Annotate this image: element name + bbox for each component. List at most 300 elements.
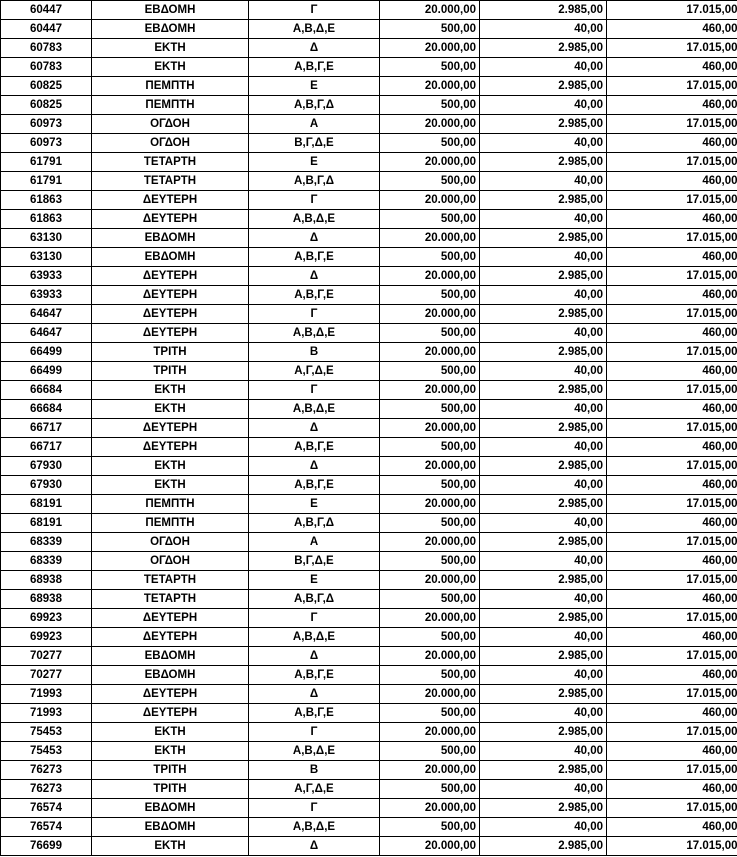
gross-amount-cell: 500,00 (380, 514, 480, 533)
tax-amount-cell: 2.985,00 (480, 761, 607, 780)
ticket-number-cell: 68191 (1, 514, 92, 533)
ticket-number-cell: 75453 (1, 723, 92, 742)
table-row (1, 780, 737, 799)
draw-cell: ΤΕΤΑΡΤΗ (92, 571, 249, 590)
net-amount-cell: 460,00 (607, 742, 737, 761)
draw-cell: ΕΚΤΗ (92, 39, 249, 58)
category-cell: Δ (249, 457, 380, 476)
gross-amount-cell: 500,00 (380, 780, 480, 799)
ticket-number-cell: 63933 (1, 267, 92, 286)
gross-amount-cell: 20.000,00 (380, 419, 480, 438)
category-cell: Γ (249, 723, 380, 742)
table-row (1, 267, 737, 286)
draw-cell: ΠΕΜΠΤΗ (92, 77, 249, 96)
category-cell: Β (249, 761, 380, 780)
draw-cell: ΕΒΔΟΜΗ (92, 229, 249, 248)
net-amount-cell: 460,00 (607, 286, 737, 305)
net-amount-cell: 17.015,00 (607, 685, 737, 704)
net-amount-cell: 460,00 (607, 514, 737, 533)
gross-amount-cell: 500,00 (380, 286, 480, 305)
table-row (1, 1, 737, 20)
ticket-number-cell: 76273 (1, 780, 92, 799)
draw-cell: ΤΡΙΤΗ (92, 343, 249, 362)
draw-cell: ΔΕΥΤΕΡΗ (92, 286, 249, 305)
draw-cell: ΔΕΥΤΕΡΗ (92, 628, 249, 647)
tax-amount-cell: 2.985,00 (480, 837, 607, 856)
ticket-number-cell: 60447 (1, 20, 92, 39)
tax-amount-cell: 40,00 (480, 818, 607, 837)
gross-amount-cell: 500,00 (380, 742, 480, 761)
draw-cell: ΕΒΔΟΜΗ (92, 818, 249, 837)
gross-amount-cell: 20.000,00 (380, 305, 480, 324)
tax-amount-cell: 40,00 (480, 172, 607, 191)
table-row (1, 818, 737, 837)
category-cell: Α,Β,Γ,Ε (249, 438, 380, 457)
category-cell: Γ (249, 609, 380, 628)
tax-amount-cell: 2.985,00 (480, 799, 607, 818)
tax-amount-cell: 2.985,00 (480, 153, 607, 172)
table-row (1, 552, 737, 571)
category-cell: Α,Β,Δ,Ε (249, 400, 380, 419)
table-row (1, 628, 737, 647)
gross-amount-cell: 500,00 (380, 628, 480, 647)
ticket-number-cell: 68191 (1, 495, 92, 514)
draw-cell: ΟΓΔΟΗ (92, 552, 249, 571)
net-amount-cell: 17.015,00 (607, 419, 737, 438)
gross-amount-cell: 500,00 (380, 134, 480, 153)
category-cell: Α,Β,Γ,Δ (249, 172, 380, 191)
gross-amount-cell: 20.000,00 (380, 533, 480, 552)
tax-amount-cell: 40,00 (480, 134, 607, 153)
tax-amount-cell: 2.985,00 (480, 39, 607, 58)
net-amount-cell: 460,00 (607, 248, 737, 267)
net-amount-cell: 17.015,00 (607, 267, 737, 286)
tax-amount-cell: 2.985,00 (480, 723, 607, 742)
category-cell: Ε (249, 153, 380, 172)
net-amount-cell: 460,00 (607, 818, 737, 837)
gross-amount-cell: 20.000,00 (380, 685, 480, 704)
ticket-number-cell: 70277 (1, 666, 92, 685)
category-cell: Γ (249, 305, 380, 324)
ticket-number-cell: 63130 (1, 229, 92, 248)
gross-amount-cell: 20.000,00 (380, 191, 480, 210)
category-cell: Α,Β,Γ,Δ (249, 590, 380, 609)
gross-amount-cell: 20.000,00 (380, 343, 480, 362)
tax-amount-cell: 40,00 (480, 704, 607, 723)
draw-cell: ΤΕΤΑΡΤΗ (92, 172, 249, 191)
tax-amount-cell: 2.985,00 (480, 343, 607, 362)
draw-cell: ΤΡΙΤΗ (92, 362, 249, 381)
ticket-number-cell: 66717 (1, 419, 92, 438)
table-row (1, 229, 737, 248)
tax-amount-cell: 2.985,00 (480, 381, 607, 400)
category-cell: Γ (249, 799, 380, 818)
tax-amount-cell: 2.985,00 (480, 685, 607, 704)
draw-cell: ΔΕΥΤΕΡΗ (92, 210, 249, 229)
category-cell: Α,Γ,Δ,Ε (249, 780, 380, 799)
tax-amount-cell: 40,00 (480, 780, 607, 799)
ticket-number-cell: 66499 (1, 362, 92, 381)
table-row (1, 20, 737, 39)
table-row (1, 514, 737, 533)
tax-amount-cell: 2.985,00 (480, 229, 607, 248)
table-row (1, 400, 737, 419)
category-cell: Α,Β,Γ,Ε (249, 248, 380, 267)
net-amount-cell: 17.015,00 (607, 115, 737, 134)
draw-cell: ΕΚΤΗ (92, 723, 249, 742)
tax-amount-cell: 2.985,00 (480, 609, 607, 628)
category-cell: Α,Γ,Δ,Ε (249, 362, 380, 381)
table-row (1, 609, 737, 628)
ticket-number-cell: 66717 (1, 438, 92, 457)
gross-amount-cell: 20.000,00 (380, 495, 480, 514)
net-amount-cell: 17.015,00 (607, 381, 737, 400)
table-row (1, 761, 737, 780)
tax-amount-cell: 40,00 (480, 248, 607, 267)
tax-amount-cell: 40,00 (480, 20, 607, 39)
net-amount-cell: 17.015,00 (607, 343, 737, 362)
gross-amount-cell: 500,00 (380, 476, 480, 495)
table-row (1, 305, 737, 324)
gross-amount-cell: 20.000,00 (380, 39, 480, 58)
category-cell: Α (249, 533, 380, 552)
net-amount-cell: 460,00 (607, 172, 737, 191)
net-amount-cell: 17.015,00 (607, 533, 737, 552)
net-amount-cell: 460,00 (607, 362, 737, 381)
draw-cell: ΟΓΔΟΗ (92, 115, 249, 134)
ticket-number-cell: 60447 (1, 1, 92, 20)
ticket-number-cell: 61863 (1, 210, 92, 229)
gross-amount-cell: 500,00 (380, 666, 480, 685)
tax-amount-cell: 40,00 (480, 210, 607, 229)
gross-amount-cell: 20.000,00 (380, 761, 480, 780)
table-row (1, 457, 737, 476)
category-cell: Α,Β,Γ,Ε (249, 58, 380, 77)
category-cell: Β,Γ,Δ,Ε (249, 134, 380, 153)
draw-cell: ΕΚΤΗ (92, 400, 249, 419)
gross-amount-cell: 20.000,00 (380, 267, 480, 286)
net-amount-cell: 460,00 (607, 476, 737, 495)
category-cell: Γ (249, 381, 380, 400)
draw-cell: ΤΡΙΤΗ (92, 761, 249, 780)
net-amount-cell: 17.015,00 (607, 1, 737, 20)
table-row (1, 742, 737, 761)
draw-cell: ΔΕΥΤΕΡΗ (92, 267, 249, 286)
table-row (1, 685, 737, 704)
tax-amount-cell: 40,00 (480, 438, 607, 457)
net-amount-cell: 17.015,00 (607, 647, 737, 666)
tax-amount-cell: 40,00 (480, 514, 607, 533)
net-amount-cell: 17.015,00 (607, 799, 737, 818)
table-row (1, 343, 737, 362)
category-cell: Α (249, 115, 380, 134)
gross-amount-cell: 20.000,00 (380, 609, 480, 628)
tax-amount-cell: 2.985,00 (480, 419, 607, 438)
category-cell: Α,Β,Δ,Ε (249, 818, 380, 837)
category-cell: Α,Β,Γ,Ε (249, 704, 380, 723)
ticket-number-cell: 64647 (1, 324, 92, 343)
ticket-number-cell: 68339 (1, 552, 92, 571)
ticket-number-cell: 63130 (1, 248, 92, 267)
table-row (1, 172, 737, 191)
ticket-number-cell: 60973 (1, 134, 92, 153)
net-amount-cell: 17.015,00 (607, 723, 737, 742)
table-row (1, 590, 737, 609)
draw-cell: ΠΕΜΠΤΗ (92, 96, 249, 115)
category-cell: Ε (249, 495, 380, 514)
category-cell: Δ (249, 267, 380, 286)
net-amount-cell: 17.015,00 (607, 837, 737, 856)
net-amount-cell: 460,00 (607, 400, 737, 419)
tax-amount-cell: 2.985,00 (480, 647, 607, 666)
category-cell: Α,Β,Γ,Δ (249, 514, 380, 533)
gross-amount-cell: 20.000,00 (380, 837, 480, 856)
table-row (1, 96, 737, 115)
table-row (1, 666, 737, 685)
net-amount-cell: 460,00 (607, 666, 737, 685)
table-row (1, 837, 737, 856)
ticket-number-cell: 60783 (1, 39, 92, 58)
category-cell: Δ (249, 647, 380, 666)
table-row (1, 153, 737, 172)
gross-amount-cell: 20.000,00 (380, 1, 480, 20)
table-row (1, 438, 737, 457)
tax-amount-cell: 40,00 (480, 476, 607, 495)
draw-cell: ΤΡΙΤΗ (92, 780, 249, 799)
ticket-number-cell: 76574 (1, 818, 92, 837)
table-body (1, 1, 737, 856)
draw-cell: ΠΕΜΠΤΗ (92, 495, 249, 514)
tax-amount-cell: 40,00 (480, 362, 607, 381)
tax-amount-cell: 2.985,00 (480, 115, 607, 134)
ticket-number-cell: 68938 (1, 590, 92, 609)
net-amount-cell: 460,00 (607, 628, 737, 647)
table-row (1, 533, 737, 552)
ticket-number-cell: 76574 (1, 799, 92, 818)
category-cell: Α,Β,Γ,Ε (249, 286, 380, 305)
ticket-number-cell: 71993 (1, 704, 92, 723)
table-row (1, 476, 737, 495)
draw-cell: ΔΕΥΤΕΡΗ (92, 191, 249, 210)
net-amount-cell: 460,00 (607, 96, 737, 115)
gross-amount-cell: 500,00 (380, 362, 480, 381)
tax-amount-cell: 2.985,00 (480, 77, 607, 96)
ticket-number-cell: 64647 (1, 305, 92, 324)
tax-amount-cell: 2.985,00 (480, 191, 607, 210)
draw-cell: ΠΕΜΠΤΗ (92, 514, 249, 533)
draw-cell: ΕΚΤΗ (92, 742, 249, 761)
draw-cell: ΕΚΤΗ (92, 837, 249, 856)
draw-cell: ΔΕΥΤΕΡΗ (92, 609, 249, 628)
table-row (1, 58, 737, 77)
gross-amount-cell: 20.000,00 (380, 77, 480, 96)
draw-cell: ΕΒΔΟΜΗ (92, 647, 249, 666)
draw-cell: ΕΚΤΗ (92, 457, 249, 476)
net-amount-cell: 460,00 (607, 134, 737, 153)
net-amount-cell: 17.015,00 (607, 761, 737, 780)
net-amount-cell: 17.015,00 (607, 191, 737, 210)
net-amount-cell: 17.015,00 (607, 457, 737, 476)
table-row (1, 134, 737, 153)
ticket-number-cell: 66684 (1, 400, 92, 419)
draw-cell: ΕΒΔΟΜΗ (92, 666, 249, 685)
draw-cell: ΔΕΥΤΕΡΗ (92, 704, 249, 723)
ticket-number-cell: 76273 (1, 761, 92, 780)
net-amount-cell: 460,00 (607, 438, 737, 457)
draw-cell: ΔΕΥΤΕΡΗ (92, 305, 249, 324)
draw-cell: ΟΓΔΟΗ (92, 533, 249, 552)
category-cell: Β (249, 343, 380, 362)
draw-cell: ΔΕΥΤΕΡΗ (92, 438, 249, 457)
net-amount-cell: 460,00 (607, 58, 737, 77)
table-row (1, 647, 737, 666)
category-cell: Α,Β,Γ,Ε (249, 476, 380, 495)
draw-cell: ΟΓΔΟΗ (92, 134, 249, 153)
draw-cell: ΕΒΔΟΜΗ (92, 799, 249, 818)
category-cell: Ε (249, 77, 380, 96)
table-row (1, 39, 737, 58)
category-cell: Β,Γ,Δ,Ε (249, 552, 380, 571)
category-cell: Γ (249, 191, 380, 210)
net-amount-cell: 17.015,00 (607, 229, 737, 248)
ticket-number-cell: 67930 (1, 457, 92, 476)
category-cell: Α,Β,Δ,Ε (249, 628, 380, 647)
draw-cell: ΔΕΥΤΕΡΗ (92, 324, 249, 343)
gross-amount-cell: 20.000,00 (380, 115, 480, 134)
ticket-number-cell: 60825 (1, 77, 92, 96)
gross-amount-cell: 500,00 (380, 400, 480, 419)
category-cell: Α,Β,Γ,Δ (249, 96, 380, 115)
net-amount-cell: 460,00 (607, 780, 737, 799)
gross-amount-cell: 500,00 (380, 590, 480, 609)
net-amount-cell: 17.015,00 (607, 39, 737, 58)
ticket-number-cell: 71993 (1, 685, 92, 704)
tax-amount-cell: 40,00 (480, 590, 607, 609)
gross-amount-cell: 500,00 (380, 818, 480, 837)
ticket-number-cell: 70277 (1, 647, 92, 666)
draw-cell: ΕΚΤΗ (92, 381, 249, 400)
draw-cell: ΕΚΤΗ (92, 58, 249, 77)
gross-amount-cell: 500,00 (380, 96, 480, 115)
net-amount-cell: 17.015,00 (607, 305, 737, 324)
net-amount-cell: 460,00 (607, 590, 737, 609)
tax-amount-cell: 40,00 (480, 96, 607, 115)
ticket-number-cell: 76699 (1, 837, 92, 856)
tax-amount-cell: 40,00 (480, 324, 607, 343)
table-row (1, 381, 737, 400)
tax-amount-cell: 40,00 (480, 628, 607, 647)
tax-amount-cell: 40,00 (480, 666, 607, 685)
table-row (1, 324, 737, 343)
draw-cell: ΤΕΤΑΡΤΗ (92, 590, 249, 609)
gross-amount-cell: 500,00 (380, 58, 480, 77)
gross-amount-cell: 20.000,00 (380, 457, 480, 476)
gross-amount-cell: 500,00 (380, 210, 480, 229)
table-row (1, 419, 737, 438)
gross-amount-cell: 500,00 (380, 248, 480, 267)
gross-amount-cell: 20.000,00 (380, 571, 480, 590)
net-amount-cell: 17.015,00 (607, 609, 737, 628)
table-row (1, 362, 737, 381)
net-amount-cell: 460,00 (607, 20, 737, 39)
table-row (1, 210, 737, 229)
ticket-number-cell: 63933 (1, 286, 92, 305)
ticket-number-cell: 60783 (1, 58, 92, 77)
category-cell: Δ (249, 229, 380, 248)
ticket-number-cell: 66684 (1, 381, 92, 400)
ticket-number-cell: 60825 (1, 96, 92, 115)
gross-amount-cell: 20.000,00 (380, 647, 480, 666)
tax-amount-cell: 40,00 (480, 400, 607, 419)
tax-amount-cell: 2.985,00 (480, 495, 607, 514)
net-amount-cell: 17.015,00 (607, 153, 737, 172)
net-amount-cell: 17.015,00 (607, 495, 737, 514)
table-row (1, 704, 737, 723)
category-cell: Α,Β,Δ,Ε (249, 20, 380, 39)
table-row (1, 115, 737, 134)
category-cell: Α,Β,Δ,Ε (249, 324, 380, 343)
draw-cell: ΕΒΔΟΜΗ (92, 1, 249, 20)
tax-amount-cell: 40,00 (480, 58, 607, 77)
table-row (1, 799, 737, 818)
category-cell: Α,Β,Δ,Ε (249, 210, 380, 229)
tax-amount-cell: 2.985,00 (480, 1, 607, 20)
ticket-number-cell: 61791 (1, 153, 92, 172)
net-amount-cell: 460,00 (607, 552, 737, 571)
gross-amount-cell: 500,00 (380, 172, 480, 191)
ticket-number-cell: 67930 (1, 476, 92, 495)
draw-cell: ΤΕΤΑΡΤΗ (92, 153, 249, 172)
tax-amount-cell: 40,00 (480, 742, 607, 761)
gross-amount-cell: 20.000,00 (380, 799, 480, 818)
table-row (1, 571, 737, 590)
draw-cell: ΕΒΔΟΜΗ (92, 20, 249, 39)
draw-cell: ΔΕΥΤΕΡΗ (92, 685, 249, 704)
table-row (1, 286, 737, 305)
ticket-number-cell: 60973 (1, 115, 92, 134)
tax-amount-cell: 2.985,00 (480, 571, 607, 590)
category-cell: Δ (249, 419, 380, 438)
category-cell: Δ (249, 685, 380, 704)
gross-amount-cell: 20.000,00 (380, 153, 480, 172)
tax-amount-cell: 2.985,00 (480, 457, 607, 476)
net-amount-cell: 17.015,00 (607, 571, 737, 590)
table-row (1, 77, 737, 96)
draw-cell: ΕΒΔΟΜΗ (92, 248, 249, 267)
net-amount-cell: 17.015,00 (607, 77, 737, 96)
net-amount-cell: 460,00 (607, 704, 737, 723)
draw-cell: ΕΚΤΗ (92, 476, 249, 495)
net-amount-cell: 460,00 (607, 324, 737, 343)
ticket-number-cell: 69923 (1, 609, 92, 628)
table-row (1, 495, 737, 514)
tax-amount-cell: 2.985,00 (480, 533, 607, 552)
gross-amount-cell: 500,00 (380, 438, 480, 457)
gross-amount-cell: 20.000,00 (380, 723, 480, 742)
tax-amount-cell: 40,00 (480, 286, 607, 305)
gross-amount-cell: 500,00 (380, 20, 480, 39)
tax-amount-cell: 40,00 (480, 552, 607, 571)
gross-amount-cell: 500,00 (380, 552, 480, 571)
gross-amount-cell: 500,00 (380, 324, 480, 343)
gross-amount-cell: 500,00 (380, 704, 480, 723)
table-row (1, 191, 737, 210)
ticket-number-cell: 75453 (1, 742, 92, 761)
tax-amount-cell: 2.985,00 (480, 267, 607, 286)
category-cell: Δ (249, 39, 380, 58)
table-row (1, 248, 737, 267)
gross-amount-cell: 20.000,00 (380, 381, 480, 400)
